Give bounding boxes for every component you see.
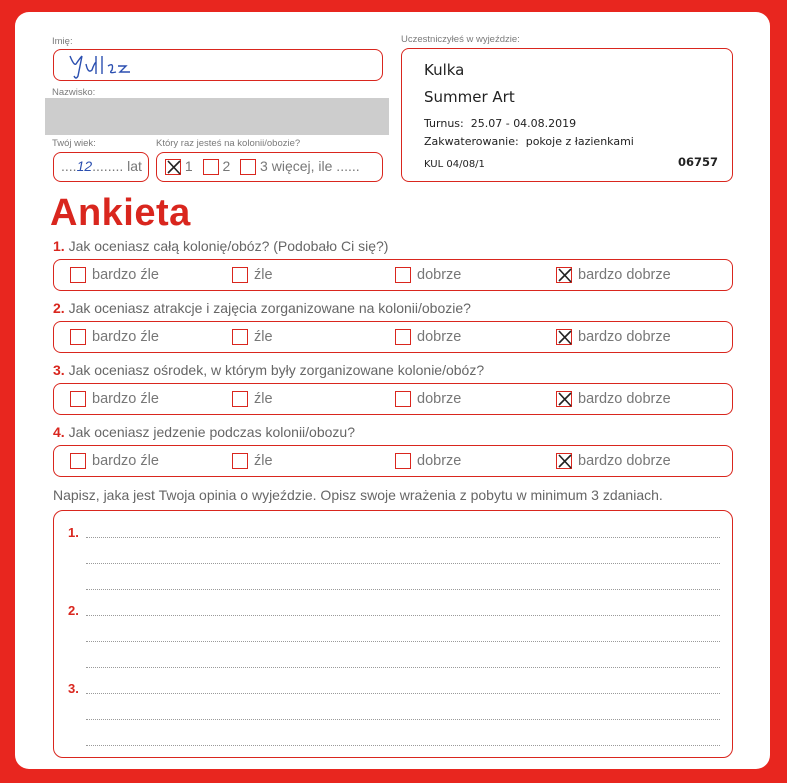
answer-checkbox[interactable] xyxy=(556,453,572,469)
times-option-2: 2 xyxy=(222,158,231,174)
opinion-number-2: 2. xyxy=(68,603,79,618)
answer-label: źle xyxy=(254,267,273,283)
answer-label: bardzo źle xyxy=(92,391,159,407)
question-number: 1. xyxy=(53,238,65,254)
answer-option[interactable] xyxy=(395,267,461,283)
accommodation-value: pokoje z łazienkami xyxy=(525,135,634,148)
answer-label: dobrze xyxy=(417,391,462,407)
opinion-field[interactable] xyxy=(53,510,733,758)
question-label: Jak oceniasz ośrodek, w którym były zorganizowane kolonie/obóz? xyxy=(68,362,485,378)
camp-code: KUL 04/08/1 xyxy=(424,159,485,170)
opinion-line xyxy=(86,745,720,746)
camp-info-box xyxy=(401,48,733,182)
answer-checkbox[interactable] xyxy=(556,329,572,345)
answer-label: dobrze xyxy=(417,329,462,345)
question-2-text xyxy=(53,300,471,316)
camp-number: 06757 xyxy=(678,155,719,169)
opinion-line xyxy=(86,693,720,694)
camp-program: Summer Art xyxy=(424,88,515,106)
name-label: Imię: xyxy=(52,36,73,47)
surname-label: Nazwisko: xyxy=(52,87,96,98)
question-label: Jak oceniasz jedzenie podczas kolonii/obozu? xyxy=(68,424,355,440)
opinion-line xyxy=(86,615,720,616)
age-value: 12 xyxy=(76,158,93,174)
answer-label: bardzo źle xyxy=(92,267,159,283)
question-1-text xyxy=(53,238,388,254)
answer-option[interactable] xyxy=(70,453,159,469)
question-3-text xyxy=(53,362,484,378)
answer-checkbox[interactable] xyxy=(395,453,411,469)
answer-label: źle xyxy=(254,391,273,407)
answer-label: źle xyxy=(254,329,273,345)
question-label: Jak oceniasz atrakcje i zajęcia zorganizowane na kolonii/obozie? xyxy=(68,300,471,316)
answer-checkbox[interactable] xyxy=(395,267,411,283)
opinion-number-3: 3. xyxy=(68,681,79,696)
question-4-answers xyxy=(53,445,733,477)
name-handwriting xyxy=(66,52,156,80)
opinion-line xyxy=(86,641,720,642)
answer-checkbox[interactable] xyxy=(232,391,248,407)
term-label: Turnus: xyxy=(424,117,464,130)
camp-term xyxy=(424,117,576,130)
answer-label: bardzo dobrze xyxy=(578,453,671,469)
answer-checkbox[interactable] xyxy=(232,329,248,345)
question-3-answers xyxy=(53,383,733,415)
answer-option[interactable] xyxy=(395,453,461,469)
answer-checkbox[interactable] xyxy=(70,391,86,407)
camp-name: Kulka xyxy=(424,61,465,79)
question-number: 4. xyxy=(53,424,65,440)
opinion-line xyxy=(86,719,720,720)
answer-option[interactable] xyxy=(232,267,273,283)
answer-option[interactable] xyxy=(395,391,461,407)
answer-label: bardzo dobrze xyxy=(578,329,671,345)
question-number: 2. xyxy=(53,300,65,316)
term-value: 25.07 - 04.08.2019 xyxy=(470,117,577,130)
answer-option[interactable] xyxy=(556,267,671,283)
times-checkbox-2[interactable] xyxy=(203,159,219,175)
opinion-prompt: Napisz, jaka jest Twoja opinia o wyjeździe. Opisz swoje wrażenia z pobytu w minimum 3 zdaniach. xyxy=(53,487,663,503)
times-label: Który raz jesteś na kolonii/obozie? xyxy=(156,138,301,149)
question-1-answers xyxy=(53,259,733,291)
answer-label: bardzo dobrze xyxy=(578,391,671,407)
age-label: Twój wiek: xyxy=(52,138,96,149)
opinion-line xyxy=(86,589,720,590)
participant-label: Uczestniczyłeś w wyjeździe: xyxy=(401,34,520,45)
opinion-line xyxy=(86,563,720,564)
answer-option[interactable] xyxy=(556,391,671,407)
name-field[interactable] xyxy=(53,49,383,81)
opinion-number-1: 1. xyxy=(68,525,79,540)
answer-option[interactable] xyxy=(232,391,273,407)
survey-title: Ankieta xyxy=(50,192,191,234)
camp-accommodation xyxy=(424,135,634,148)
age-suffix: ........ lat xyxy=(92,158,142,174)
surname-redacted xyxy=(45,98,389,135)
answer-option[interactable] xyxy=(70,267,159,283)
answer-checkbox[interactable] xyxy=(395,329,411,345)
answer-label: bardzo źle xyxy=(92,453,159,469)
answer-checkbox[interactable] xyxy=(556,391,572,407)
answer-option[interactable] xyxy=(395,329,461,345)
question-4-text xyxy=(53,424,355,440)
answer-checkbox[interactable] xyxy=(70,329,86,345)
times-checkbox-3[interactable] xyxy=(240,159,256,175)
opinion-line xyxy=(86,537,720,538)
answer-checkbox[interactable] xyxy=(556,267,572,283)
answer-label: bardzo źle xyxy=(92,329,159,345)
times-option-1: 1 xyxy=(184,158,193,174)
opinion-line xyxy=(86,667,720,668)
answer-option[interactable] xyxy=(70,391,159,407)
times-option-3: 3 więcej, ile ...... xyxy=(260,158,360,174)
answer-label: dobrze xyxy=(417,453,462,469)
age-prefix: .... xyxy=(61,158,77,174)
answer-label: bardzo dobrze xyxy=(578,267,671,283)
question-number: 3. xyxy=(53,362,65,378)
answer-option[interactable] xyxy=(556,329,671,345)
answer-option[interactable] xyxy=(556,453,671,469)
answer-label: źle xyxy=(254,453,273,469)
answer-option[interactable] xyxy=(232,329,273,345)
accommodation-label: Zakwaterowanie: xyxy=(424,135,519,148)
age-field[interactable] xyxy=(53,152,149,182)
answer-checkbox[interactable] xyxy=(70,267,86,283)
survey-sheet xyxy=(15,12,770,769)
times-field xyxy=(156,152,383,182)
answer-checkbox[interactable] xyxy=(232,453,248,469)
answer-checkbox[interactable] xyxy=(232,267,248,283)
question-2-answers xyxy=(53,321,733,353)
answer-checkbox[interactable] xyxy=(70,453,86,469)
answer-option[interactable] xyxy=(232,453,273,469)
times-checkbox-1[interactable] xyxy=(165,159,181,175)
answer-label: dobrze xyxy=(417,267,462,283)
question-label: Jak oceniasz całą kolonię/obóz? (Podobało Ci się?) xyxy=(68,238,389,254)
answer-option[interactable] xyxy=(70,329,159,345)
answer-checkbox[interactable] xyxy=(395,391,411,407)
